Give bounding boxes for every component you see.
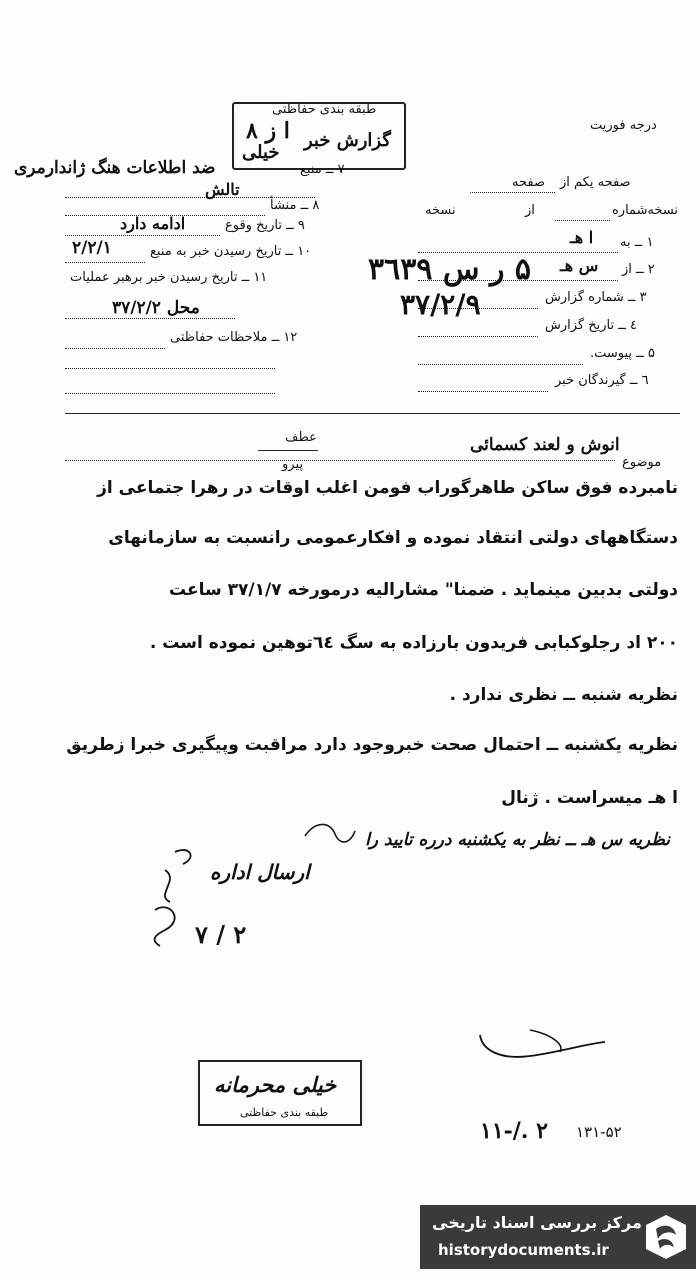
stamp-bottom-classification: خیلی محرمانه	[214, 1072, 337, 1097]
squiggle-mark	[300, 816, 360, 856]
priority-label: درجه فوریت	[590, 118, 657, 133]
handwritten-signature	[135, 840, 205, 950]
reference-label: عطف	[285, 430, 317, 445]
copy-suffix: نسخه	[425, 203, 456, 218]
field-source-value: ضد اطلاعات هنگ ژاندارمری	[14, 158, 216, 178]
form-code: ۱۳۱-۵۲	[576, 1123, 622, 1141]
body-line-2: دستگاههای دولتی انتقاد نموده و افکارعمومی رانسبت به سازمانهای	[108, 528, 678, 548]
subject-value: انوش و لعند کسمائی	[470, 435, 620, 455]
archive-name: مرکز بررسی اسناد تاریخی	[432, 1213, 642, 1232]
stamp-bottom-title: طبقه بندی حفاظتی	[240, 1106, 329, 1119]
field-from-label: ۲ ــ از	[622, 262, 655, 277]
signature-scribble	[470, 1020, 610, 1070]
page-label: صفحه یکم از	[560, 175, 631, 190]
field-attachment-label: ۵ ــ پیوست.	[590, 346, 655, 361]
archive-footer	[420, 1205, 696, 1269]
stamp-title: طبقه بندی حفاظتی	[272, 102, 377, 117]
follow-up-label: پیرو	[282, 457, 303, 472]
field-to-label: ۱ ــ به	[620, 235, 654, 250]
field-received-ops-value: محل ۳۷/۲/۲	[112, 298, 200, 318]
field-report-number-label: ۳ ــ شماره گزارش	[545, 290, 647, 305]
archive-logo-icon	[642, 1211, 690, 1263]
field-from-value: س هـ	[560, 256, 599, 275]
handwritten-note-line-1: ارسال اداره	[210, 860, 310, 884]
field-event-date-value: ادامه دارد	[120, 214, 186, 233]
handwritten-note-line-2: ۷ / ۲	[195, 920, 247, 949]
field-source-label: ۷ ــ منبع	[300, 162, 345, 177]
report-date: ۳۷/۲/۹	[400, 288, 481, 321]
field-event-date-label: ۹ ــ تاریخ وقوع	[225, 218, 305, 233]
handwritten-comment: نظریه س هـ ــ نظر به یکشنبه درره تایید را	[365, 830, 670, 850]
stamp-handwritten-number: ا ز ۸	[246, 118, 290, 144]
copy-label: نسخه‌شماره	[612, 203, 679, 218]
field-received-source-label: ۱۰ ــ تاریخ رسیدن خبر به منبع	[150, 244, 312, 259]
body-line-6: نظریه یکشنبه ــ احتمال صحت خبروجود دارد مراقبت وپیگیری خبرا زطریق	[66, 735, 678, 755]
form-code-2: ۱۱-/. ۲	[480, 1118, 548, 1144]
classification-stamp-bottom	[198, 1060, 362, 1126]
archive-website: historydocuments.ir	[438, 1241, 609, 1259]
field-source-value-2: تالش	[205, 180, 240, 199]
field-report-date-label: ٤ ــ تاریخ گزارش	[545, 318, 637, 333]
body-line-7: ا هـ میسراست . ژنال	[501, 788, 678, 808]
body-line-5: نظریه شنبه ــ نظری ندارد .	[449, 685, 678, 705]
body-line-1: نامبرده فوق ساکن طاهرگوراب فومن اغلب اوقات در رهرا جتماعی از	[97, 478, 678, 498]
form-title: گزارش خبر	[304, 130, 391, 151]
field-to-value: ا هـ	[570, 228, 594, 247]
field-received-ops-label: ۱۱ ــ تاریخ رسیدن خبر برهبر عملیات	[70, 270, 268, 285]
report-number: ۵ ر س ۳٦۳۹	[368, 252, 532, 287]
field-recipients-label: ٦ ــ گیرندگان خبر	[555, 373, 649, 388]
classification-stamp-top	[232, 102, 406, 170]
page-suffix: صفحه	[512, 175, 545, 190]
body-line-4: ۲۰۰ اد رجلوکبابی فریدون بارزاده به سگ ٦٤توهین نموده است .	[149, 633, 678, 653]
field-received-source-value: ۲/۲/۱	[72, 238, 112, 258]
field-origin-label: ۸ ــ منشأ	[270, 198, 320, 213]
subject-label: موضوع	[622, 455, 662, 470]
copy-of: از	[525, 203, 535, 218]
body-line-3: دولتی بدبین مینماید . ضمنا" مشارالیه درمورخه ۳۷/۱/۷ ساعت	[169, 580, 678, 600]
field-security-notes-label: ۱۲ ــ ملاحظات حفاظتی	[170, 330, 298, 345]
stamp-classification: خیلی	[242, 142, 280, 163]
